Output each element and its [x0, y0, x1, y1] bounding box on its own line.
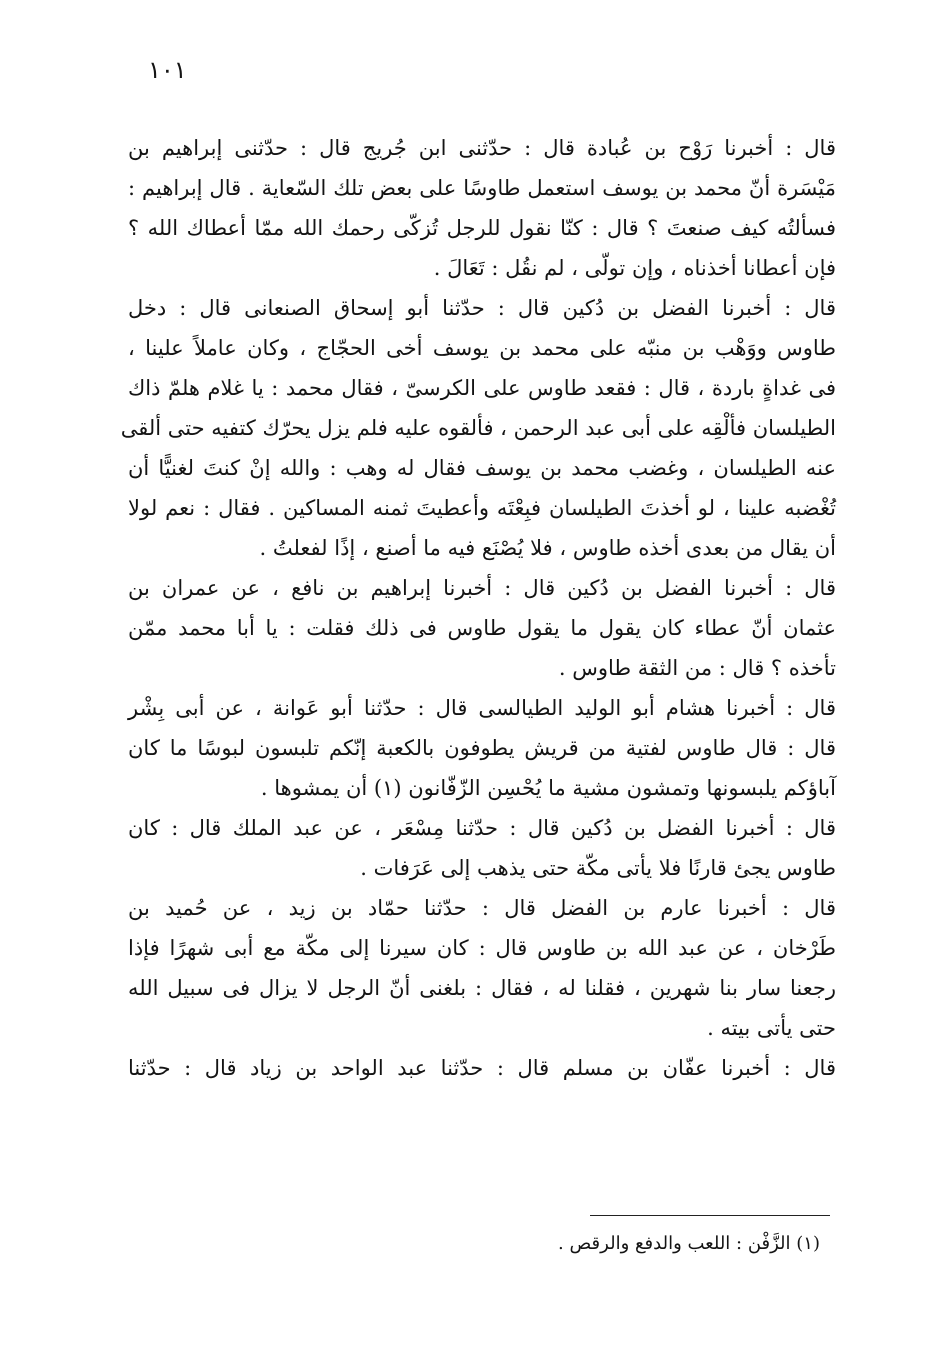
text-line: عثمان أنّ عطاء كان يقول ما يقول طاوس فى ذلك فقلت : يا أبا محمد ممّن — [128, 616, 836, 640]
text-line: قال : أخبرنا عفّان بن مسلم قال : حدّثنا عبد الواحد بن زياد قال : حدّثنا — [128, 1056, 836, 1080]
text-line: طاوس يجئ قارنًا فلا يأتى مكّة حتى يذهب إلى عَرَفات . — [360, 856, 836, 880]
text-line: فإن أعطانا أخذناه ، وإن تولّى ، لم نقُل : تَعَالَ . — [433, 256, 836, 280]
footnote-divider — [590, 1215, 830, 1216]
paragraph-4 — [128, 688, 836, 808]
text-line: قال : أخبرنا الفضل بن دُكين قال : أخبرنا إبراهيم بن نافع ، عن عمران بن — [128, 576, 836, 600]
text-line: قال : أخبرنا الفضل بن دُكين قال : حدّثنا أبو إسحاق الصنعانى قال : دخل — [128, 296, 836, 320]
text-line: مَيْسَرة أنّ محمد بن يوسف استعمل طاوسًا على بعض تلك السّعاية . قال إبراهيم : — [128, 176, 836, 200]
text-line: حتى يأتى بيته . — [707, 1016, 836, 1040]
text-line: آباؤكم يلبسونها وتمشون مشية ما يُحْسِن الزّفّانون (١) أن يمشوها . — [260, 776, 836, 800]
paragraph-3 — [128, 568, 836, 688]
text-line: أن يقال من بعدى أخذه طاوس ، فلا يُصْنَع فيه ما أصنع ، إذًا لفعلتُ . — [259, 536, 836, 560]
text-line: قال : أخبرنا الفضل بن دُكين قال : حدّثنا مِسْعَر ، عن عبد الملك قال : كان — [128, 816, 836, 840]
paragraph-7 — [128, 1048, 836, 1088]
text-line: تُغْضبه علينا ، لو أخذتَ الطيلسان فبِعْتَه وأعطيتَ ثمنه المساكين . فقال : نعم لولا — [128, 496, 836, 520]
text-line: طاوس ووَهْب بن منبّه على محمد بن يوسف أخى الحجّاج ، وكان عاملاً علينا ، — [128, 336, 836, 360]
paragraph-5 — [128, 808, 836, 888]
text-line: الطيلسان فألْقِه على أبى عبد الرحمن ، فألقوه عليه فلم يزل يحرّك كتفيه حتى ألقى — [120, 416, 836, 440]
text-line: رجعنا سار بنا شهرين ، فقلنا له ، فقال : بلغنى أنّ الرجل لا يزال فى سبيل الله — [128, 976, 836, 1000]
text-line: تأخذه ؟ قال : من الثقة طاوس . — [558, 656, 836, 680]
text-line: فسألتُه كيف صنعتَ ؟ قال : كنّا نقول للرجل تُزكّى رحمك الله ممّا أعطاك الله ؟ — [128, 216, 836, 240]
paragraph-2 — [120, 288, 836, 568]
text-line: عنه الطيلسان ، وغضب محمد بن يوسف فقال له وهب : والله إنْ كنتَ لغنيًّا أن — [128, 456, 836, 480]
text-line: فى غداةٍ باردة ، قال : فقعد طاوس على الكرسىّ ، فقال محمد : يا غلام هلمّ ذاك — [128, 376, 836, 400]
footnote: (١) الزَّفْن : اللعب والدفع والرقص . — [558, 1233, 820, 1254]
text-line: قال : قال طاوس لفتية من قريش يطوفون بالكعبة إنّكم تلبسون لبوسًا ما كان — [128, 736, 836, 760]
paragraph-6 — [128, 888, 836, 1048]
text-line: قال : أخبرنا هشام أبو الوليد الطيالسى قال : حدّثنا أبو عَوانة ، عن أبى بِشْر — [128, 696, 836, 720]
paragraph-1 — [128, 128, 836, 288]
text-line: قال : أخبرنا رَوْح بن عُبادة قال : حدّثنى ابن جُريج قال : حدّثنى إبراهيم بن — [128, 136, 836, 160]
text-line: طَرْخان ، عن عبد الله بن طاوس قال : كان سيرنا إلى مكّة مع أبى شهرًا فإذا — [128, 936, 836, 960]
page-number: ١٠١ — [148, 56, 187, 84]
main-text — [120, 128, 836, 1088]
text-line: قال : أخبرنا عارم بن الفضل قال : حدّثنا حمّاد بن زيد ، عن حُميد بن — [128, 896, 836, 920]
